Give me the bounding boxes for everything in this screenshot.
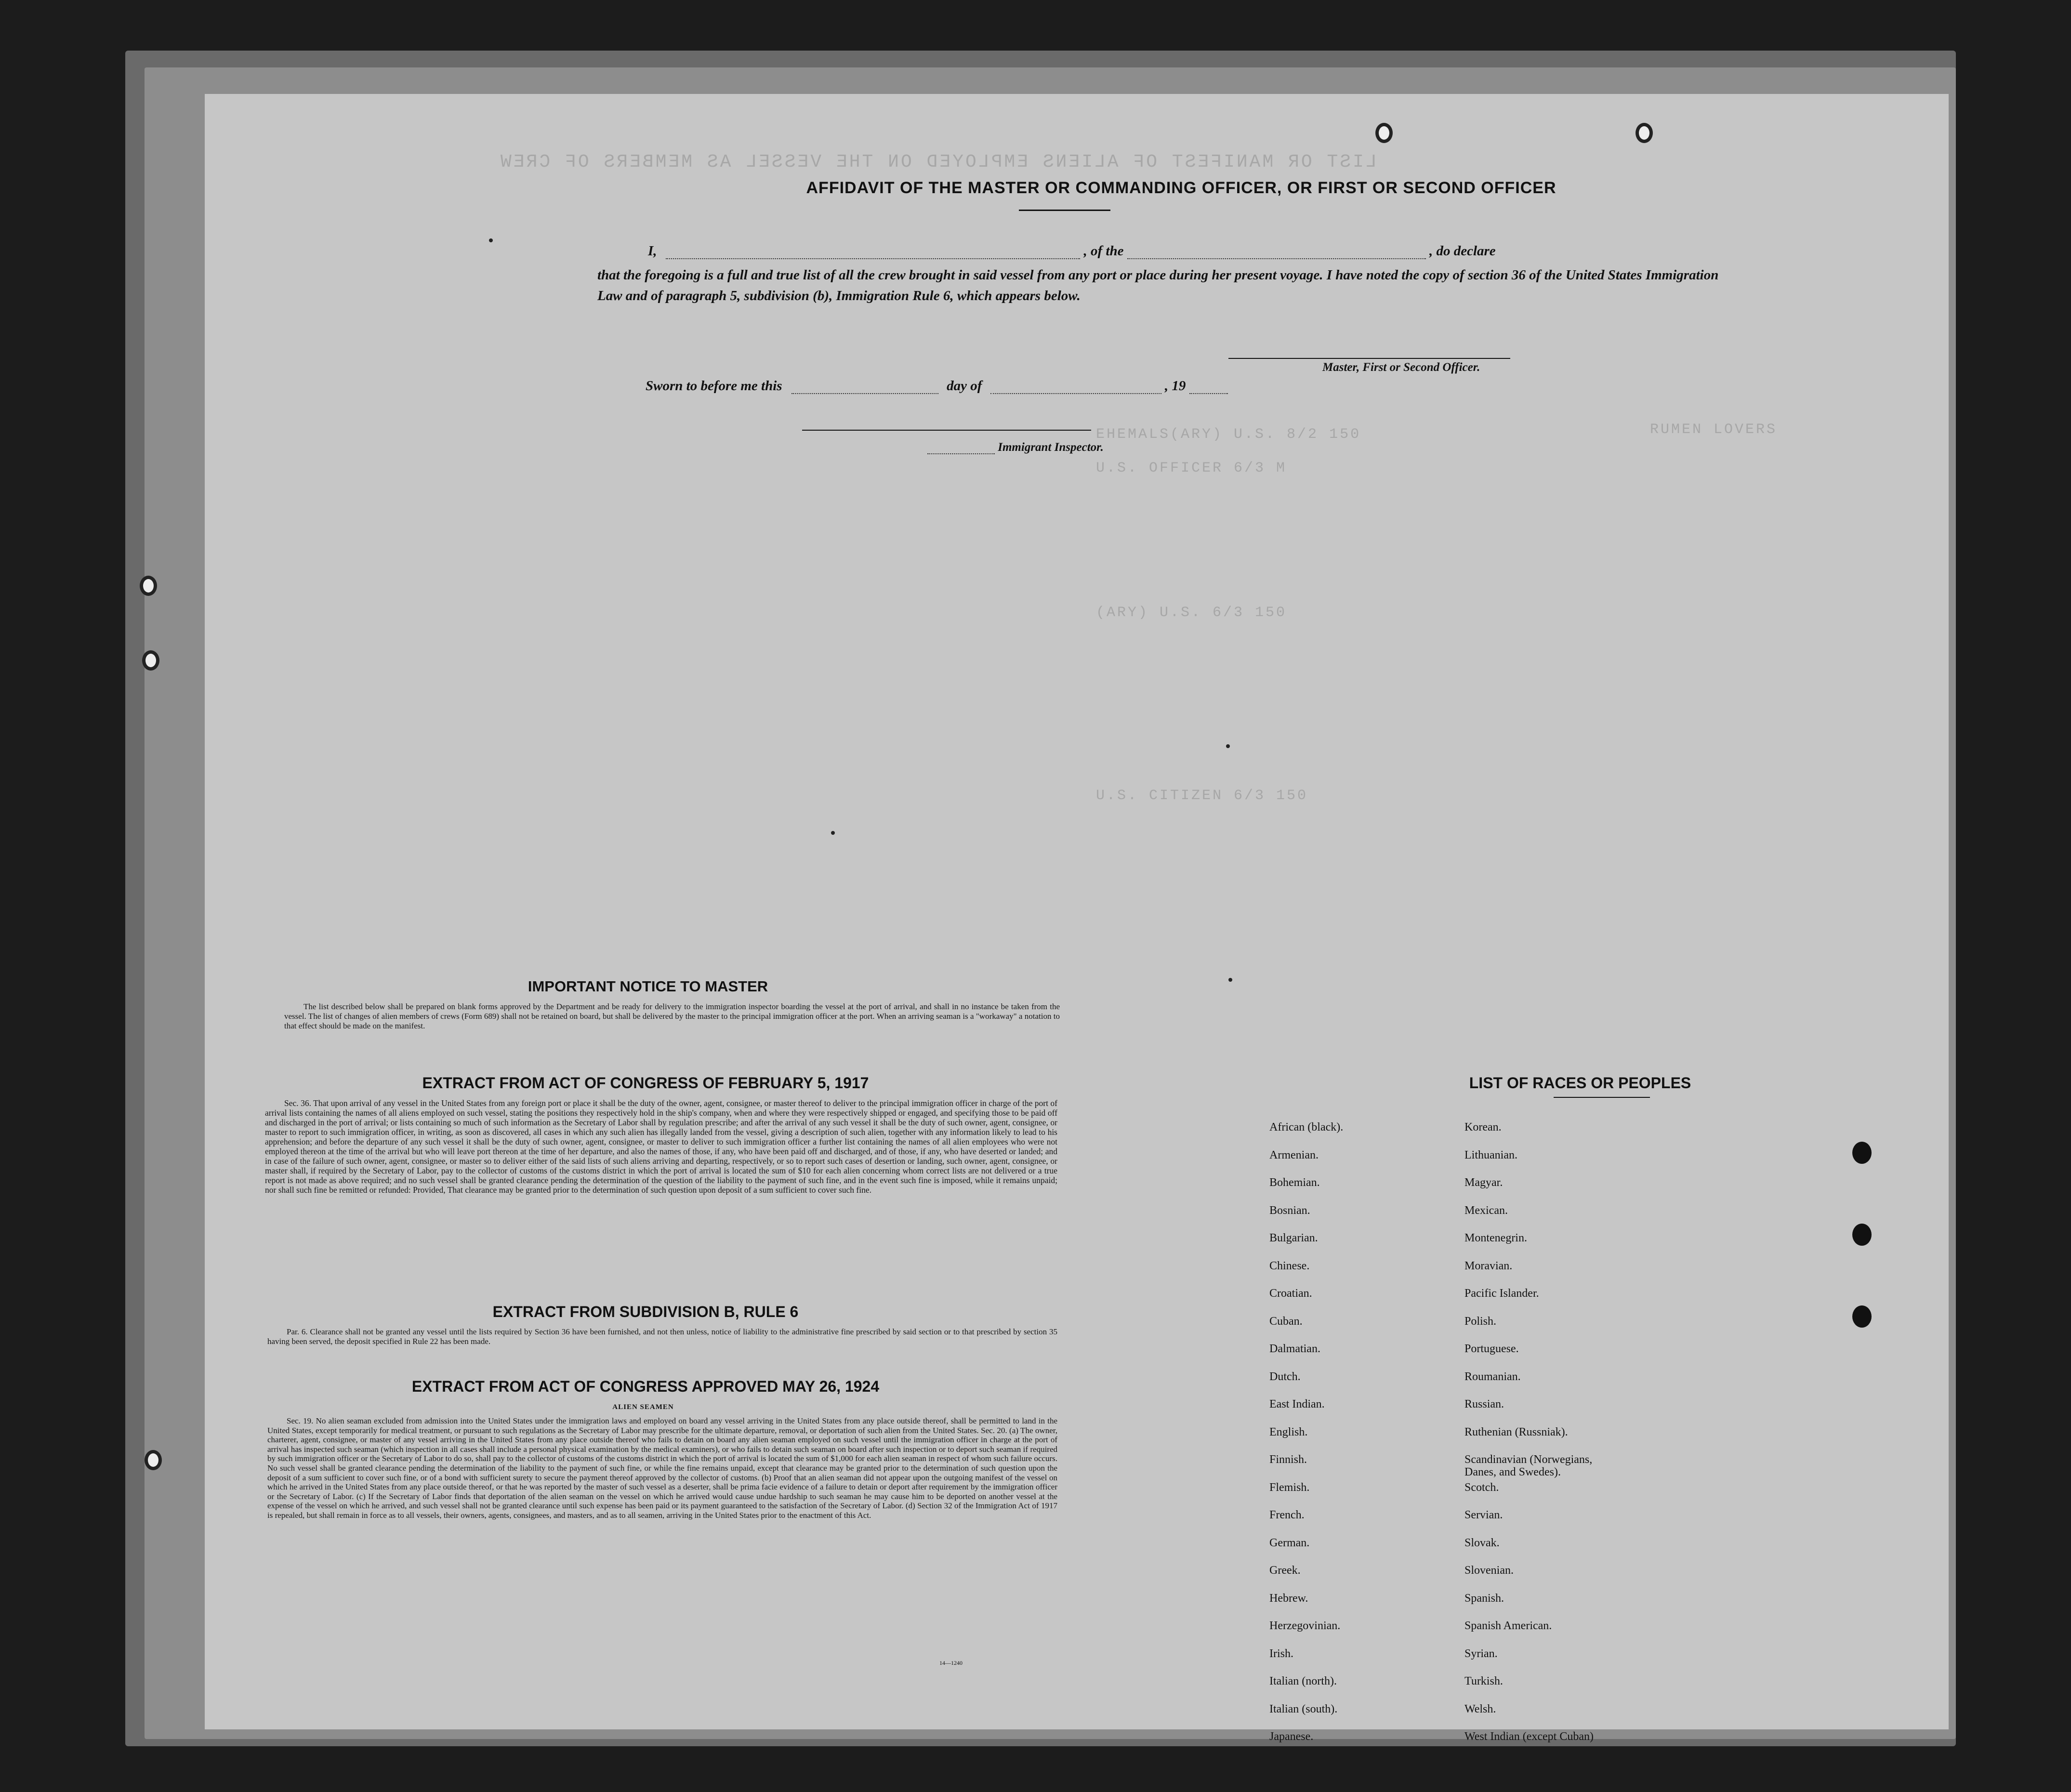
ink-speck xyxy=(831,831,835,835)
i-label: I, xyxy=(648,243,657,259)
race-item: Japanese. xyxy=(1269,1730,1314,1743)
race-item: Servian. xyxy=(1464,1509,1503,1521)
alien-seamen-subtitle: ALIEN SEAMEN xyxy=(612,1403,674,1411)
race-item: Croatian. xyxy=(1269,1287,1312,1300)
race-item: Slovenian. xyxy=(1464,1564,1514,1577)
punch-hole-icon xyxy=(145,1450,162,1470)
extract-1917-title: EXTRACT FROM ACT OF CONGRESS OF FEBRUARY 5, 1917 xyxy=(422,1074,869,1092)
notice-body: The list described below shall be prepared on blank forms approved by the Department and be ready for delivery to the immigration inspector boarding the vessel at the port of arrival, and shall in no instance be taken from the vessel. The list of changes of alien members of crews (Form 689) shall not be retained on board, but shall be delivered by the master to the principal immigration officer at the port. When an arriving seaman is a "workaway" a notation to that effect should be made on the manifest. xyxy=(284,1002,1060,1030)
race-item: Flemish. xyxy=(1269,1481,1310,1494)
race-item: Turkish. xyxy=(1464,1675,1503,1687)
punch-hole-icon xyxy=(1852,1305,1872,1328)
bleed-through-text: U.S. CITIZEN 6/3 150 xyxy=(1096,788,1308,804)
race-item: Irish. xyxy=(1269,1647,1293,1660)
extract-rule6-title: EXTRACT FROM SUBDIVISION B, RULE 6 xyxy=(492,1303,799,1320)
race-item: Scandinavian (Norwegians, Danes, and Swedes). xyxy=(1464,1453,1593,1478)
race-item: Spanish American. xyxy=(1464,1620,1552,1632)
bleed-through-text: EHEMALS(ARY) U.S. 8/2 150 xyxy=(1096,426,1361,443)
race-item: West Indian (except Cuban) xyxy=(1464,1730,1594,1743)
race-item: Syrian. xyxy=(1464,1647,1498,1660)
master-sig-line[interactable] xyxy=(1228,358,1510,359)
punch-hole-icon xyxy=(142,650,159,671)
notice-title: IMPORTANT NOTICE TO MASTER xyxy=(528,978,768,995)
race-item: Italian (south). xyxy=(1269,1702,1338,1715)
race-item: Greek. xyxy=(1269,1564,1301,1577)
bleed-through-text: RUMEN LOVERS xyxy=(1650,422,1778,438)
extract-1924-body: Sec. 19. No alien seaman excluded from admission into the United States under the immigration laws and employed on board any vessel arriving in the United States from any place outside thereof, shall be permitted to land in the United States, except temporarily for medical treatment, or pursuant to such regulations as the Secretary of Labor may prescribe for the ultimate departure, removal, or deportation of such alien from the United States. Sec. 20. (a) The owner, charterer, agent, consignee, or master of any vessel arriving in the United States from any place outside thereof who fails to detain on board any alien seaman employed on such vessel until the immigration officer in charge at the port of arrival has inspected such seaman (which inspection in all cases shall include a personal physical examination by the medical examiners), or who fails to detain such seaman on board after such inspection or to deport such seaman if required by such immigration officer or the Secretary of Labor to do so, shall pay to the collector of customs of the customs district in which the port of arrival is located the sum of $1,000 for each alien seaman in respect of whom such failure occurs. No such vessel shall be granted clearance pending the determination of the liability to the payment of such fine, or while the fine remains unpaid, except that clearance may be granted prior to the determination of such question upon the deposit of a sum sufficient to cover such fine, or of a bond with sufficient surety to secure the payment thereof approved by the collector of customs. (b) Proof that an alien seaman did not appear upon the outgoing manifest of the vessel on which he arrived in the United States from any place outside thereof, or that he was reported by the master of such vessel as a deserter, shall be prima facie evidence of a failure to detain or deport after requirement by the immigration officer or the Secretary of Labor. (c) If the Secretary of Labor finds that deportation of the alien seaman on the vessel on which he arrived would cause undue hardship to such seaman he may cause him to be deported on another vessel at the expense of the vessel on which he arrived, and such vessel shall not be granted clearance until such expense has been paid or its payment guaranteed to the satisfaction of the Secretary of Labor. (d) Section 32 of the Immigration Act of 1917 is repealed, but shall remain in force as to all vessels, their owners, agents, consignees, and masters, and as to all seamen, arriving in the United States prior to the enactment of this Act. xyxy=(267,1416,1057,1520)
manifest-page xyxy=(205,94,1949,1743)
race-item: Finnish. xyxy=(1269,1453,1307,1466)
race-item: East Indian. xyxy=(1269,1398,1325,1410)
race-item: Polish. xyxy=(1464,1315,1497,1328)
sworn-date-field[interactable] xyxy=(791,384,938,394)
race-item: French. xyxy=(1269,1509,1305,1521)
extract-1917-body: Sec. 36. That upon arrival of any vessel in the United States from any foreign port or place it shall be the duty of the owner, agent, consignee, or master thereof to deliver to the principal immigration officer in charge of the port of arrival lists containing the names of all aliens employed on such vessel, stating the positions they respectively hold in the ship's company, when and where they were respectively shipped or engaged, and specifying those to be paid off and discharged in the port of arrival; or lists containing so much of such information as the Secretary of Labor shall by regulation prescribe; and after the arrival of any such vessel it shall be the duty of such owner, agent, consignee, or master to report to such immigration officer, in writing, as soon as discovered, all cases in which any such alien has illegally landed from the vessel, giving a description of such alien, together with any information likely to lead to his apprehension; and before the departure of any such vessel it shall be the duty of such owner, agent, consignee, or master to deliver to such immigration officer a further list containing the names of all alien employees who were not employed thereon at the time of the arrival but who will leave port thereon at the time of her departure, and also the names of those, if any, who have been paid off and discharged, and of those, if any, who have deserted or landed; and in case of the failure of such owner, agent, consignee, or master so to deliver either of the said lists of such aliens arriving and departing, respectively, or so to report such cases of desertion or landing, such owner, agent, consignee, or master shall, if required by the Secretary of Labor, pay to the collector of customs of the customs district in which the port of arrival is located the sum of $10 for each alien concerning whom correct lists are not delivered or a true report is not made as above required; and no such vessel shall be granted clearance pending the determination of the question of the liability to the payment of such fine, and in the event such fine is imposed, while it remains unpaid; nor shall such fine be remitted or refunded: Provided, That clearance may be granted prior to the determination of such question upon deposit of a sum sufficient to cover such fine. xyxy=(265,1098,1057,1195)
sworn-label: Sworn to before me this xyxy=(646,378,782,394)
race-item: Dalmatian. xyxy=(1269,1343,1320,1355)
bleed-through-text: U.S. OFFICER 6/3 M xyxy=(1096,460,1287,476)
do-declare-label: , do declare xyxy=(1429,243,1496,259)
race-item: Mexican. xyxy=(1464,1204,1508,1217)
race-item: African (black). xyxy=(1269,1121,1344,1133)
races-title: LIST OF RACES OR PEOPLES xyxy=(1469,1074,1691,1092)
race-item: Bulgarian. xyxy=(1269,1232,1318,1244)
race-item: Ruthenian (Russniak). xyxy=(1464,1425,1568,1438)
vessel-field[interactable] xyxy=(1127,250,1426,259)
ink-speck xyxy=(1226,744,1230,748)
race-item: Magyar. xyxy=(1464,1176,1503,1189)
title-rule xyxy=(1019,210,1110,211)
race-item: German. xyxy=(1269,1536,1310,1549)
affidavit-body: that the foregoing is a full and true list of all the crew brought in said vessel from any port or place during her present voyage. I have noted the copy of section 36 of the United States Immigration Law and of paragraph 5, subdivision (b), Immigration Rule 6, which appears below. xyxy=(597,267,1719,303)
race-item: Slovak. xyxy=(1464,1536,1500,1549)
affidavit-declaration-row xyxy=(648,243,1496,259)
inspector-sig-line[interactable] xyxy=(802,430,1091,431)
inspector-row xyxy=(927,441,1104,454)
ink-speck xyxy=(1228,978,1232,982)
punch-hole-icon xyxy=(1375,123,1393,143)
race-item: Spanish. xyxy=(1464,1592,1504,1605)
master-signature-label: Master, First or Second Officer. xyxy=(1322,361,1480,374)
extract-1924-title: EXTRACT FROM ACT OF CONGRESS APPROVED MAY 26, 1924 xyxy=(411,1378,880,1395)
bleed-through-heading: LIST OR MANIFEST OF ALIENS EMPLOYED ON THE VESSEL AS MEMBERS OF CREW xyxy=(499,152,1377,172)
form-number: 14—1240 xyxy=(939,1660,963,1666)
day-of-label: day of xyxy=(947,378,982,394)
punch-hole-icon xyxy=(1852,1142,1872,1164)
name-field[interactable] xyxy=(666,250,1080,259)
race-item: Chinese. xyxy=(1269,1259,1310,1272)
race-item: Roumanian. xyxy=(1464,1370,1521,1383)
race-item: Lithuanian. xyxy=(1464,1148,1517,1161)
affidavit-title: AFFIDAVIT OF THE MASTER OR COMMANDING OFFICER, OR FIRST OR SECOND OFFICER xyxy=(806,179,1557,197)
races-title-rule xyxy=(1554,1097,1650,1098)
race-item: Armenian. xyxy=(1269,1148,1319,1161)
ink-speck xyxy=(489,238,493,242)
race-item: Herzegovinian. xyxy=(1269,1620,1341,1632)
race-item: Bosnian. xyxy=(1269,1204,1310,1217)
race-item: Bohemian. xyxy=(1269,1176,1320,1189)
race-item: Dutch. xyxy=(1269,1370,1301,1383)
month-field[interactable] xyxy=(990,384,1161,394)
year-label: , 19 xyxy=(1164,378,1186,394)
race-item: Korean. xyxy=(1464,1121,1502,1133)
bleed-through-text: (ARY) U.S. 6/3 150 xyxy=(1096,605,1287,621)
inspector-label: Immigrant Inspector. xyxy=(998,441,1104,454)
inspector-dots xyxy=(927,445,995,454)
year-field[interactable] xyxy=(1189,384,1228,394)
race-item: Montenegrin. xyxy=(1464,1232,1527,1244)
race-item: Portuguese. xyxy=(1464,1343,1519,1355)
race-item: English. xyxy=(1269,1425,1308,1438)
race-item: Italian (north). xyxy=(1269,1675,1337,1687)
race-item: Hebrew. xyxy=(1269,1592,1308,1605)
race-item: Scotch. xyxy=(1464,1481,1499,1494)
punch-hole-icon xyxy=(1852,1224,1872,1246)
race-item: Russian. xyxy=(1464,1398,1504,1410)
race-item: Pacific Islander. xyxy=(1464,1287,1539,1300)
race-item: Cuban. xyxy=(1269,1315,1303,1328)
extract-rule6-body: Par. 6. Clearance shall not be granted any vessel until the lists required by Section 36 have been furnished, and not then unless, notice of liability to the administrative fine prescribed by said section or to that prescribed by section 35 having been served, the deposit specified in Rule 22 has been made. xyxy=(267,1327,1057,1346)
of-the-label: , of the xyxy=(1083,243,1124,259)
sworn-row xyxy=(646,378,1228,394)
punch-hole-icon xyxy=(1636,123,1653,143)
race-item: Moravian. xyxy=(1464,1259,1513,1272)
race-item: Welsh. xyxy=(1464,1702,1496,1715)
punch-hole-icon xyxy=(140,576,157,596)
